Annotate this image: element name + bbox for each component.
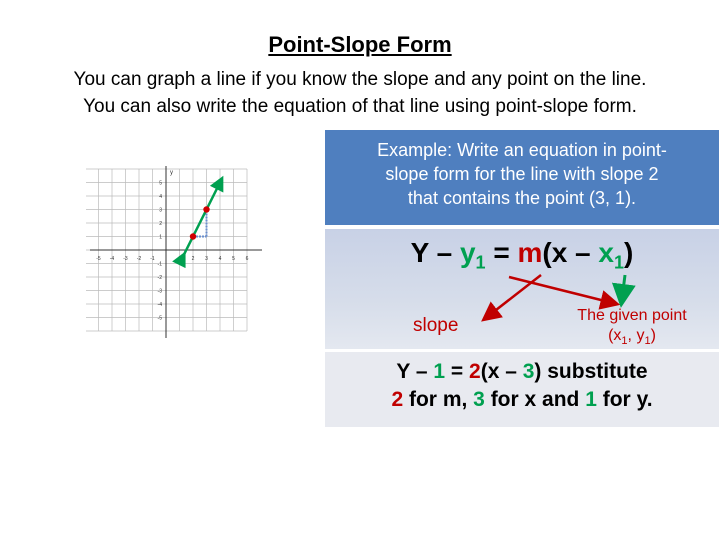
formula-close: ) bbox=[624, 237, 634, 268]
given-point-label: The given point ($x_1$, $y_1$) bbox=[577, 307, 687, 348]
graph-point bbox=[190, 233, 196, 239]
x-tick-label: -2 bbox=[136, 256, 142, 262]
x-tick-label: 5 bbox=[232, 256, 235, 262]
formula-x1: $x_1$ bbox=[598, 237, 625, 273]
intro-line-1: You can graph a line if you know the slope and any point on the line. bbox=[73, 69, 647, 90]
x-tick-label: -1 bbox=[150, 256, 155, 262]
y-tick-label: -4 bbox=[157, 302, 162, 308]
formula-equals: = bbox=[485, 237, 518, 268]
page-title: Point-Slope Form bbox=[268, 32, 452, 57]
x-tick-label: 1 bbox=[178, 256, 181, 262]
formula-dash: – bbox=[428, 237, 460, 268]
formula-open: (x bbox=[542, 237, 568, 268]
example-box bbox=[325, 130, 719, 225]
y-tick-label: -5 bbox=[157, 315, 162, 322]
coordinate-graph bbox=[86, 162, 266, 342]
x-tick-label: -5 bbox=[96, 256, 101, 262]
x-tick-label: 6 bbox=[245, 256, 249, 262]
y-tick-label: 1 bbox=[159, 234, 162, 241]
substitution-line-2: 2 for m, 3 for x and 1 for y. bbox=[391, 388, 653, 411]
x-tick-label: 2 bbox=[191, 256, 195, 262]
x-tick-label: 4 bbox=[218, 256, 222, 262]
graph-line bbox=[182, 183, 220, 259]
y-tick-label: 2 bbox=[159, 221, 162, 227]
example-line-2: slope form for the line with slope 2 bbox=[385, 164, 659, 184]
y-tick-label: -3 bbox=[157, 288, 162, 295]
formula-y: Y bbox=[410, 237, 429, 268]
y-tick-label: 3 bbox=[159, 207, 162, 214]
y-axis-label: y bbox=[170, 170, 173, 176]
y-tick-label: 5 bbox=[159, 180, 162, 187]
arrow-to-slope bbox=[487, 275, 541, 317]
substitution-box bbox=[325, 352, 719, 427]
formula-box bbox=[325, 229, 719, 349]
intro-line-2: You can also write the equation of that line using point-slope form. bbox=[83, 96, 637, 117]
y-tick-label: -2 bbox=[157, 275, 162, 281]
y-tick-label: -1 bbox=[157, 261, 162, 268]
arrow-to-given-point bbox=[509, 277, 613, 303]
example-line-3: that contains the point (3, 1). bbox=[407, 188, 637, 208]
graphed-line bbox=[182, 183, 220, 259]
formula-m: m bbox=[517, 237, 543, 268]
substitution-line-1: Y – 1 = 2(x – 3) substitute bbox=[396, 360, 648, 383]
intro-text bbox=[20, 66, 700, 120]
formula-y1: $y_1$ bbox=[459, 237, 486, 273]
formula-dash-2: – bbox=[567, 237, 599, 268]
x-tick-label: -3 bbox=[123, 256, 128, 262]
x-tick-label: 3 bbox=[205, 256, 208, 262]
graph-point bbox=[203, 206, 209, 212]
graph-grid bbox=[86, 166, 262, 338]
example-line-1: Example: Write an equation in point- bbox=[377, 140, 667, 160]
x-tick-label: -4 bbox=[109, 256, 115, 262]
arrow-x1-down bbox=[622, 275, 625, 299]
slope-label: slope bbox=[413, 315, 459, 336]
graph-tick-labels bbox=[96, 170, 248, 322]
y-tick-label: 4 bbox=[159, 194, 162, 200]
